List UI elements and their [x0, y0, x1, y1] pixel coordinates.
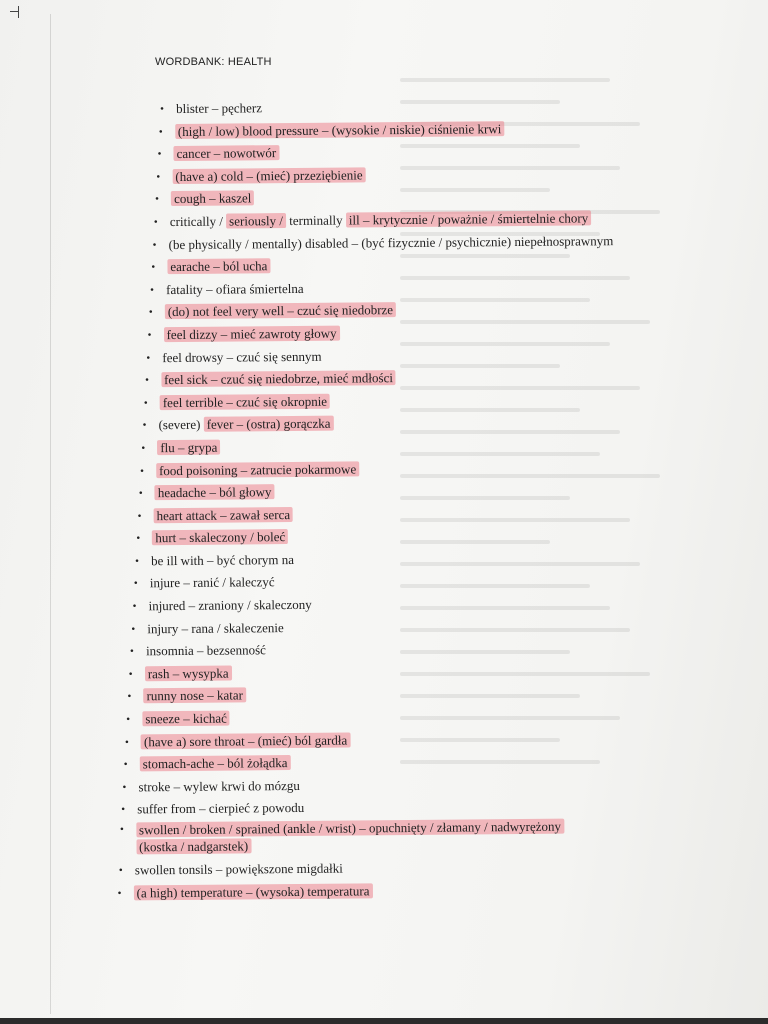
bullet-icon: •: [148, 306, 153, 319]
highlighted-term: sneeze – kichać: [142, 711, 230, 727]
term-text: fatality – ofiara śmiertelna: [166, 280, 304, 297]
highlighted-term: feel dizzy – mieć zawroty głowy: [163, 326, 339, 343]
vocabulary-item: [117, 878, 620, 905]
term-text: injured – zraniony / skaleczony: [148, 596, 312, 614]
highlighted-term: ill – krytycznie / poważnie / śmiertelnie chory: [346, 210, 591, 227]
term-text: blister – pęcherz: [176, 100, 263, 116]
highlighted-term: cough – kaszel: [171, 191, 254, 207]
highlighted-term: (kostka / nadgarstek): [136, 838, 251, 854]
term-text: suffer from – cierpieć z powodu: [137, 800, 305, 817]
bullet-icon: •: [147, 329, 152, 342]
bullet-icon: •: [156, 170, 161, 183]
bullet-icon: •: [140, 464, 144, 477]
bullet-icon: •: [160, 103, 165, 116]
bullet-icon: •: [151, 261, 156, 274]
highlighted-term: heart attack – zawał serca: [153, 507, 293, 523]
term-continuation: [136, 834, 619, 855]
page-edge-mark: [18, 6, 19, 18]
highlighted-term: feel sick – czuć się niedobrze, mieć mdłości: [161, 370, 396, 387]
bullet-icon: •: [127, 690, 132, 703]
highlighted-term: (high / low) blood pressure – (wysokie / niskie) ciśnienie krwi: [175, 121, 505, 139]
bullet-icon: •: [155, 193, 160, 206]
highlighted-term: fever – (ostra) gorączka: [204, 416, 334, 432]
highlighted-term: (a high) temperature – (wysoka) temperatura: [134, 883, 373, 900]
bullet-icon: •: [126, 713, 131, 726]
bullet-icon: •: [157, 148, 162, 161]
highlighted-term: (do) not feel very well – czuć się niedobrze: [165, 302, 396, 319]
page-edge-tick: [10, 11, 18, 12]
bullet-icon: •: [128, 668, 133, 681]
vocabulary-list: [117, 94, 619, 904]
bullet-icon: •: [143, 396, 148, 410]
bullet-icon: •: [158, 125, 163, 138]
term-text: swollen tonsils – powiększone migdałki: [134, 860, 343, 878]
bullet-icon: •: [123, 758, 128, 771]
bullet-icon: •: [129, 645, 134, 658]
term-text: injury – rana / skaleczenie: [147, 619, 284, 636]
bullet-icon: •: [132, 600, 137, 613]
bullet-icon: •: [137, 510, 142, 523]
page-margin-line: [50, 14, 51, 1014]
bullet-icon: •: [117, 887, 122, 900]
bullet-icon: •: [153, 216, 158, 229]
bullet-icon: •: [131, 623, 136, 636]
highlighted-term: (have a) sore throat – (mieć) ból gardła: [141, 732, 350, 749]
bullet-icon: •: [133, 577, 138, 590]
term-text: (severe): [158, 417, 204, 433]
bullet-icon: •: [150, 283, 154, 296]
term-text: terminally: [285, 212, 346, 229]
term-text: critically /: [169, 213, 227, 230]
highlighted-term: stomach-ache – ból żołądka: [140, 755, 291, 771]
bullet-icon: •: [122, 781, 127, 794]
bullet-icon: •: [121, 803, 126, 816]
highlighted-term: cancer – nowotwór: [174, 145, 280, 161]
vocabulary-item: [119, 817, 619, 859]
highlighted-term: (have a) cold – (mieć) przeziębienie: [172, 167, 365, 184]
highlighted-term: feel terrible – czuć się okropnie: [160, 393, 330, 409]
highlighted-term: seriously /: [226, 213, 286, 229]
highlighted-term: swollen / broken / sprained (ankle / wrist) – opuchnięty / złamany / nadwyrężony: [136, 819, 564, 838]
bullet-icon: •: [136, 532, 141, 545]
highlighted-term: flu – grypa: [157, 440, 220, 456]
bullet-icon: •: [141, 442, 146, 455]
highlighted-term: earache – ból ucha: [167, 258, 270, 274]
bullet-icon: •: [119, 823, 124, 836]
bullet-icon: •: [138, 487, 143, 500]
bullet-icon: •: [145, 374, 149, 387]
bullet-icon: •: [152, 238, 157, 251]
term-text: be ill with – być chorym na: [150, 551, 295, 569]
term-text: injure – ranić / kaleczyć: [149, 574, 275, 591]
bullet-icon: •: [142, 419, 147, 432]
bullet-icon: •: [134, 555, 139, 568]
highlighted-term: headache – ból głowy: [155, 484, 275, 500]
term-text: insomnia – bezsenność: [145, 642, 266, 659]
term-text: (be physically / mentally) disabled – (być fizycznie / psychicznie) niepełnosprawnym: [168, 232, 614, 252]
page-bottom-shadow: [0, 1018, 768, 1024]
bullet-icon: •: [146, 351, 151, 364]
highlighted-term: food poisoning – zatrucie pokarmowe: [156, 461, 359, 478]
bullet-icon: •: [118, 864, 123, 877]
bullet-icon: •: [124, 736, 129, 749]
wordbank-title: WORDBANK: HEALTH: [155, 56, 272, 68]
highlighted-term: hurt – skaleczony / boleć: [152, 529, 288, 545]
highlighted-term: runny nose – katar: [143, 688, 246, 704]
term-text: stroke – wylew krwi do mózgu: [138, 777, 300, 795]
term-text: feel drowsy – czuć się sennym: [162, 348, 322, 365]
highlighted-term: rash – wysypka: [145, 665, 232, 681]
